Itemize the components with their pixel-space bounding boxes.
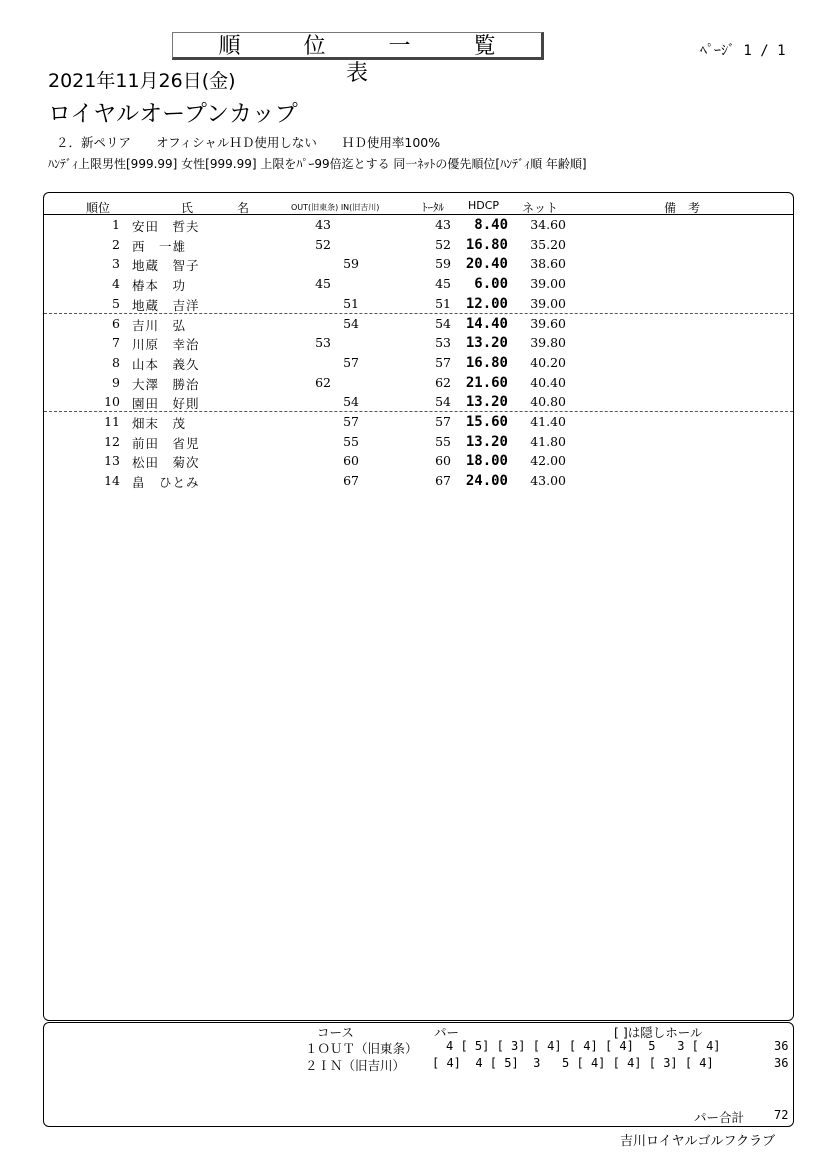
cell-name: 西 一雄 (132, 238, 187, 254)
cell-out: 53 (315, 335, 331, 351)
table-row (0, 453, 826, 472)
table-row (0, 256, 826, 275)
cell-total: 43 (435, 217, 451, 232)
cell-total: 54 (435, 394, 451, 410)
cell-hdcp: 18.00 (465, 453, 508, 470)
table-row (0, 355, 826, 374)
header-divider (44, 214, 793, 215)
cell-in: 57 (343, 354, 359, 370)
cell-net: 35.20 (530, 236, 566, 252)
cell-rank: 9 (112, 374, 120, 390)
col-header-out-in: OUT(旧東条) IN(旧吉川) (291, 203, 380, 212)
course-2-name: ２ＩＮ（旧吉川） (305, 1058, 406, 1073)
cell-net: 34.60 (530, 217, 566, 232)
par-total-value: 72 (774, 1108, 789, 1122)
col-header-name-1: 氏 (181, 201, 194, 215)
cell-out: 62 (315, 374, 331, 390)
cell-hdcp: 20.40 (465, 256, 508, 273)
cell-rank: 8 (112, 354, 120, 370)
cell-hdcp: 14.40 (465, 315, 508, 332)
cell-net: 40.20 (530, 354, 566, 370)
cell-rank: 11 (104, 414, 120, 429)
cell-name: 吉川 弘 (132, 317, 187, 333)
cell-hdcp: 13.20 (465, 394, 508, 411)
cell-hdcp: 12.00 (465, 295, 508, 312)
col-header-net: ネット (522, 201, 559, 215)
table-row (0, 375, 826, 394)
cell-rank: 13 (104, 453, 120, 469)
cell-out: 43 (315, 217, 331, 232)
cell-net: 41.80 (530, 433, 566, 449)
cell-name: 山本 義久 (132, 356, 200, 372)
club-name: 吉川ロイヤルゴルフクラブ (620, 1134, 776, 1149)
cell-rank: 2 (112, 236, 120, 252)
col-header-remarks: 備 考 (664, 201, 701, 215)
cell-net: 39.00 (530, 276, 566, 292)
group-separator (44, 313, 793, 314)
cell-name: 畠 ひとみ (132, 475, 200, 491)
cell-rank: 4 (112, 276, 120, 292)
course-label: コース (317, 1025, 354, 1040)
table-row (0, 217, 826, 236)
table-row (0, 414, 826, 433)
cell-hdcp: 6.00 (474, 276, 508, 293)
cell-total: 52 (435, 236, 451, 252)
col-header-hdcp: HDCP (468, 199, 500, 212)
cell-total: 57 (435, 354, 451, 370)
cell-in: 55 (343, 433, 359, 449)
cell-hdcp: 16.80 (465, 236, 508, 253)
cell-total: 60 (435, 453, 451, 469)
cell-out: 45 (315, 276, 331, 292)
page-indicator: ﾍﾟｰｼﾞ 1 / 1 (700, 43, 786, 59)
table-row (0, 473, 826, 492)
cell-name: 松田 菊次 (132, 455, 200, 471)
cell-hdcp: 24.00 (465, 473, 508, 490)
cell-in: 59 (343, 256, 359, 272)
cell-rank: 14 (104, 473, 120, 489)
cell-name: 椿本 功 (132, 278, 187, 294)
cell-hdcp: 16.80 (465, 354, 508, 371)
col-header-total: ﾄｰﾀﾙ (422, 201, 444, 214)
course-2-pars: [ 4] 4 [ 5] 3 5 [ 4] [ 4] [ 3] [ 4] (432, 1056, 714, 1070)
course-1-total: 36 (774, 1039, 789, 1053)
handicap-rules: ﾊﾝﾃﾞｨ上限男性[999.99] 女性[999.99] 上限をﾊﾟｰ99倍迄とする 同一ﾈｯﾄの優先順位[ﾊﾝﾃﾞｨ順 年齢順] (48, 157, 587, 171)
par-total-label: パー合計 (694, 1110, 745, 1125)
cell-rank: 7 (112, 335, 120, 351)
page-title: 順 位 一 覧 表 (218, 34, 524, 86)
cell-in: 67 (343, 473, 359, 489)
group-separator (44, 411, 793, 412)
cell-total: 57 (435, 414, 451, 429)
event-date: 2021年11月26日(金) (48, 70, 236, 92)
scoring-method: ２．新ペリア オフィシャルＨＤ使用しない ＨＤ使用率100% (56, 135, 441, 150)
cell-in: 60 (343, 453, 359, 469)
cell-name: 前田 省児 (132, 435, 200, 451)
cell-net: 41.40 (530, 414, 566, 429)
cell-total: 55 (435, 433, 451, 449)
table-row (0, 335, 826, 354)
course-2-total: 36 (774, 1056, 789, 1070)
cell-net: 38.60 (530, 256, 566, 272)
cell-name: 地蔵 智子 (132, 258, 200, 274)
hidden-hole-note: [ ]は隠しホール (614, 1025, 703, 1040)
cell-in: 51 (343, 295, 359, 311)
cell-total: 45 (435, 276, 451, 292)
cell-total: 53 (435, 335, 451, 351)
cell-hdcp: 8.40 (474, 217, 508, 233)
table-row (0, 316, 826, 335)
title-box (172, 32, 544, 86)
table-row (0, 434, 826, 453)
cell-total: 54 (435, 315, 451, 331)
par-label: パー (434, 1025, 460, 1040)
cell-net: 39.60 (530, 315, 566, 331)
course-1-pars: 4 [ 5] [ 3] [ 4] [ 4] [ 4] 5 3 [ 4] (446, 1039, 721, 1053)
cell-hdcp: 13.20 (465, 335, 508, 352)
col-header-rank: 順位 (86, 201, 111, 215)
cell-in: 54 (343, 394, 359, 410)
cell-rank: 6 (112, 315, 120, 331)
cell-net: 42.00 (530, 453, 566, 469)
cell-in: 54 (343, 315, 359, 331)
table-row (0, 276, 826, 295)
cell-name: 川原 幸治 (132, 337, 200, 353)
cell-total: 67 (435, 473, 451, 489)
course-1-name: １ＯＵＴ（旧東条） (305, 1041, 418, 1056)
cell-name: 大澤 勝治 (132, 376, 200, 392)
cell-name: 地蔵 吉洋 (132, 297, 200, 313)
cell-hdcp: 15.60 (465, 414, 508, 430)
cell-net: 39.80 (530, 335, 566, 351)
cell-net: 43.00 (530, 473, 566, 489)
cell-name: 畑末 茂 (132, 416, 187, 431)
cell-rank: 5 (112, 295, 120, 311)
cell-total: 62 (435, 374, 451, 390)
cell-rank: 3 (112, 256, 120, 272)
col-header-name-2: 名 (237, 201, 250, 215)
cell-in: 57 (343, 414, 359, 429)
cell-net: 40.40 (530, 374, 566, 390)
cell-out: 52 (315, 236, 331, 252)
cell-total: 59 (435, 256, 451, 272)
cell-rank: 12 (104, 433, 120, 449)
cell-name: 安田 哲夫 (132, 219, 200, 234)
cell-net: 39.00 (530, 295, 566, 311)
cell-name: 園田 好則 (132, 396, 200, 412)
cell-hdcp: 21.60 (465, 374, 508, 391)
cell-rank: 1 (112, 217, 120, 232)
table-row (0, 237, 826, 256)
cell-net: 40.80 (530, 394, 566, 410)
cell-total: 51 (435, 295, 451, 311)
competition-name: ロイヤルオープンカップ (48, 101, 298, 127)
cell-rank: 10 (104, 394, 120, 410)
cell-hdcp: 13.20 (465, 433, 508, 450)
